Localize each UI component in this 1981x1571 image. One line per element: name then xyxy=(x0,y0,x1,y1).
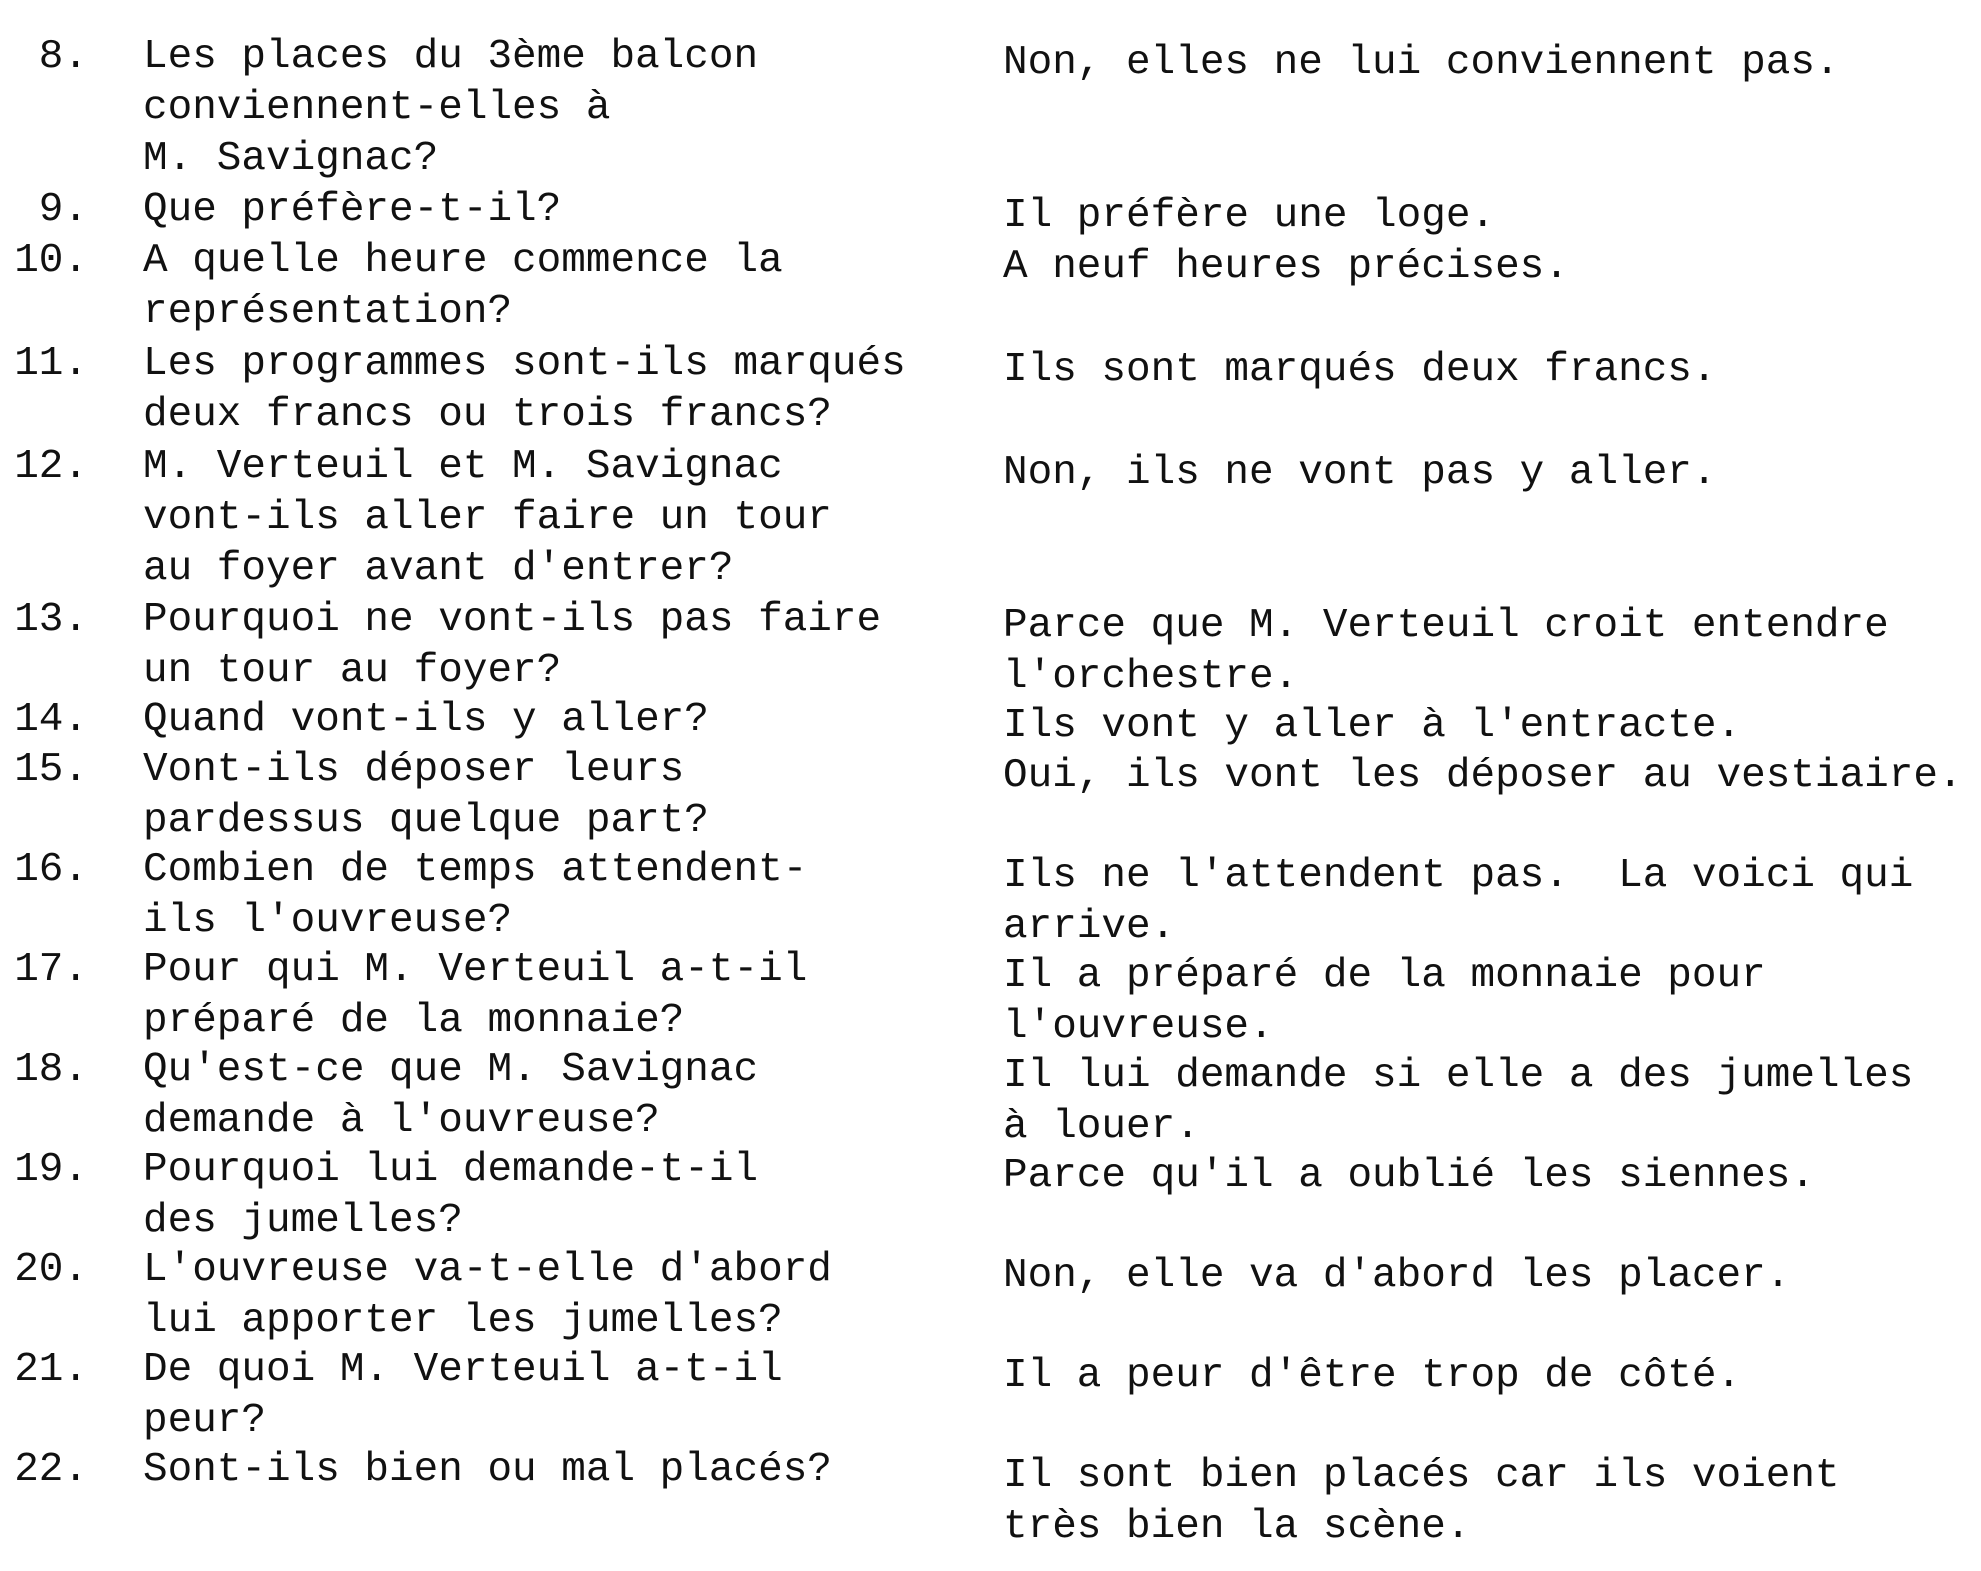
answer-text: Parce qu'il a oublié les siennes. xyxy=(1003,1153,1815,1199)
question-text: Vont-ils déposer leurs pardessus quelque part? xyxy=(143,747,709,844)
question-text: M. Verteuil et M. Savignac vont-ils aller faire un tour au foyer avant d'entrer? xyxy=(143,444,832,592)
answer-text: Oui, ils vont les déposer au vestiaire. xyxy=(1003,753,1963,799)
question-text: Sont-ils bien ou mal placés? xyxy=(143,1447,832,1493)
item-number: 11. xyxy=(14,341,88,387)
item-number: 19. xyxy=(14,1147,88,1193)
item-number: 14. xyxy=(14,697,88,743)
answer-text: A neuf heures précises. xyxy=(1003,244,1569,290)
item-number: 18. xyxy=(14,1047,88,1093)
item-number: 12. xyxy=(14,444,88,490)
item-number: 10. xyxy=(14,238,88,284)
answer-text: Il a peur d'être trop de côté. xyxy=(1003,1353,1742,1399)
item-number: 22. xyxy=(14,1447,88,1493)
answer-text: Il a préparé de la monnaie pour l'ouvreuse. xyxy=(1003,953,1766,1050)
question-text: Pourquoi ne vont-ils pas faire un tour au foyer? xyxy=(143,597,882,694)
question-text: De quoi M. Verteuil a-t-il peur? xyxy=(143,1347,783,1444)
answer-text: Non, elles ne lui conviennent pas. xyxy=(1003,40,1840,86)
item-number: 20. xyxy=(14,1247,88,1293)
item-number: 16. xyxy=(14,847,88,893)
question-text: L'ouvreuse va-t-elle d'abord lui apporter les jumelles? xyxy=(143,1247,832,1344)
answer-text: Ils vont y aller à l'entracte. xyxy=(1003,703,1742,749)
item-number: 21. xyxy=(14,1347,88,1393)
answer-text: Ils ne l'attendent pas. La voici qui arrive. xyxy=(1003,853,1914,950)
answer-text: Ils sont marqués deux francs. xyxy=(1003,347,1717,393)
item-number: 17. xyxy=(14,947,88,993)
answer-text: Parce que M. Verteuil croit entendre l'orchestre. xyxy=(1003,603,1889,700)
item-number: 13. xyxy=(14,597,88,643)
question-text: Les places du 3ème balcon conviennent-elles à M. Savignac? xyxy=(143,34,759,182)
question-text: Quand vont-ils y aller? xyxy=(143,697,709,743)
question-text: Qu'est-ce que M. Savignac demande à l'ouvreuse? xyxy=(143,1047,759,1144)
question-text: Que préfère-t-il? xyxy=(143,187,562,233)
answer-text: Il sont bien placés car ils voient très bien la scène. xyxy=(1003,1453,1840,1550)
answer-text: Non, elle va d'abord les placer. xyxy=(1003,1253,1791,1299)
answer-text: Non, ils ne vont pas y aller. xyxy=(1003,450,1717,496)
question-text: Combien de temps attendent- ils l'ouvreuse? xyxy=(143,847,808,944)
question-text: A quelle heure commence la représentation? xyxy=(143,238,783,335)
question-text: Pourquoi lui demande-t-il des jumelles? xyxy=(143,1147,759,1244)
answer-text: Il lui demande si elle a des jumelles à louer. xyxy=(1003,1053,1914,1150)
question-text: Pour qui M. Verteuil a-t-il préparé de la monnaie? xyxy=(143,947,808,1044)
question-text: Les programmes sont-ils marqués deux francs ou trois francs? xyxy=(143,341,906,438)
item-number: 15. xyxy=(14,747,88,793)
item-number: 8. xyxy=(38,34,88,80)
item-number: 9. xyxy=(38,187,88,233)
answer-text: Il préfère une loge. xyxy=(1003,193,1496,239)
